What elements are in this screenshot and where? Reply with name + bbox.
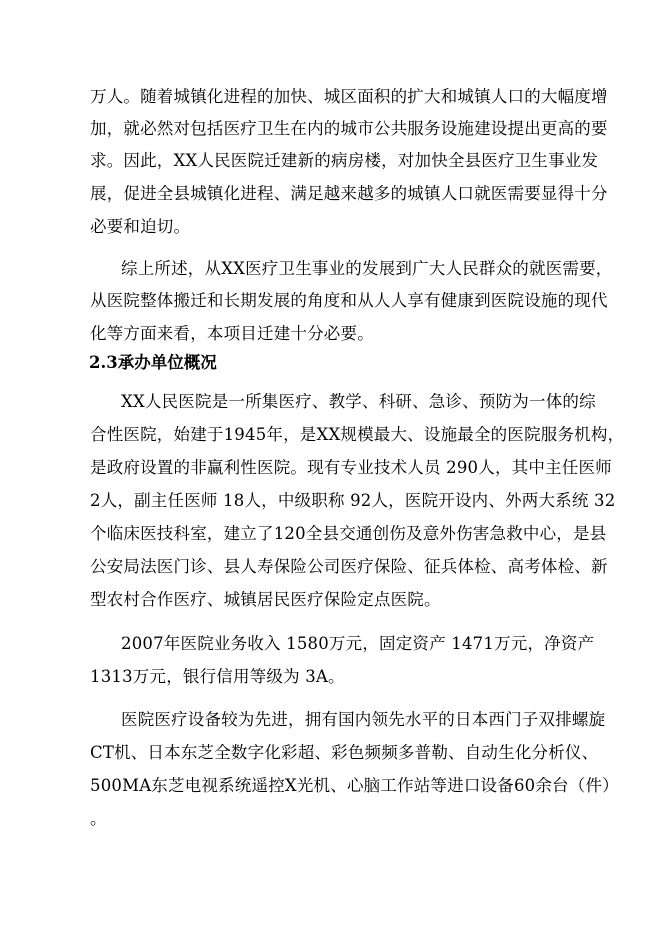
text-line: 医院医疗设备较为先进，拥有国内领先水平的日本西门子双排螺旋 [121,710,606,729]
text-line: 2007年医院业务收入 1580万元，固定资产 1471万元，净资产 [121,634,595,653]
text-line: 1313万元，银行信用等级为 3A。 [90,667,345,686]
text-line: 。 [90,809,107,828]
text-line: 从医院整体搬迁和长期发展的角度和从人人享有健康到医院设施的现代 [90,291,608,310]
text-line: 必要和迫切。 [90,217,191,236]
text-line: 型农村合作医疗、城镇居民医疗保险定点医院。 [90,590,441,609]
text-line: 2人，副主任医师 18人，中级职称 92人，医院开设内、外两大系统 32 [90,491,616,510]
text-line: 综上所述，从XX医疗卫生事业的发展到广大人民群众的就医需要， [121,259,613,278]
text-line: 是政府设置的非赢利性医院。现有专业技术人员 290人，其中主任医师 [90,458,612,477]
text-line: CT机、日本东芝全数字化彩超、彩色频频多普勒、自动生化分析仪、 [90,743,599,762]
text-line: 展，促进全县城镇化进程、满足越来越多的城镇人口就医需要显得十分 [90,184,608,203]
text-line: 公安局法医门诊、县人寿保险公司医疗保险、征兵体检、高考体检、新 [90,557,608,576]
text-line: 合性医院，始建于1945年，是XX规模最大、设施最全的医院服务机构， [90,425,625,444]
text-line: 万人。随着城镇化进程的加快、城区面积的扩大和城镇人口的大幅度增 [90,87,608,106]
text-line: 化等方面来看，本项目迁建十分必要。 [90,324,374,343]
section-heading: 2.3承办单位概况 [89,353,217,372]
text-line: 求。因此，XX人民医院迁建新的病房楼，对加快全县医疗卫生事业发 [90,151,599,170]
text-line: 个临床医技科室，建立了120全县交通创伤及意外伤害急救中心，是县 [90,524,607,543]
text-line: XX人民医院是一所集医疗、教学、科研、急诊、预防为一体的综 [121,392,596,411]
text-line: 500MA东芝电视系统遥控X光机、心脑工作站等进口设备60余台（件） [90,776,619,795]
text-line: 加，就必然对包括医疗卫生在内的城市公共服务设施建设提出更高的要 [90,119,608,138]
